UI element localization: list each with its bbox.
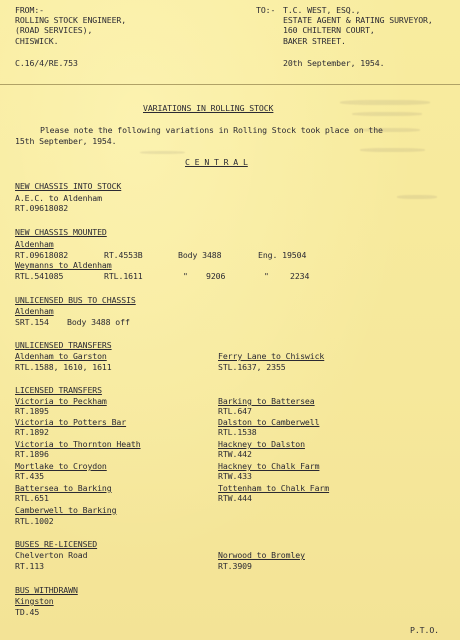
mounted-row2-chassis: RTL.541085	[15, 271, 64, 281]
licensed-right-route-3: Hackney to Dalston	[218, 439, 305, 449]
unlicensed-bus-vehicle: SRT.154	[15, 317, 49, 327]
licensed-right-route-1: Barking to Battersea	[218, 396, 315, 406]
intro-line-2: 15th September, 1954.	[15, 136, 117, 146]
unlicensed-transfer-vehicles-right: STL.1637, 2355	[218, 362, 286, 372]
faint-mark	[397, 195, 437, 199]
licensed-left-route-6: Camberwell to Barking	[15, 505, 117, 515]
relicensed-vehicle-right: RT.3909	[218, 561, 252, 571]
licensed-right-vehicle-1: RTL.647	[218, 406, 252, 416]
intro-line-1: Please note the following variations in Rolling Stock took place on the	[40, 125, 383, 135]
unlicensed-transfer-route-left: Aldenham to Garston	[15, 351, 107, 361]
section-heading-mounted: NEW CHASSIS MOUNTED	[15, 227, 107, 237]
withdrawn-location: Kingston	[15, 596, 54, 606]
to-line-1: T.C. WEST, ESQ.,	[283, 5, 361, 15]
mounted-row2-ditto-1: "	[183, 271, 188, 281]
relicensed-route-left: Chelverton Road	[15, 550, 88, 560]
unlicensed-transfer-route-right: Ferry Lane to Chiswick	[218, 351, 325, 361]
mounted-row1-engine: Eng. 19504	[258, 250, 307, 260]
please-turn-over: P.T.O.	[410, 625, 439, 635]
to-line-4: BAKER STREET.	[283, 36, 346, 46]
licensed-left-vehicle-6: RTL.1002	[15, 516, 54, 526]
relicensed-route-right: Norwood to Bromley	[218, 550, 305, 560]
faint-mark	[360, 128, 420, 132]
new-chassis-route: A.E.C. to Aldenham	[15, 193, 102, 203]
mounted-row1-fleet: RT.4553B	[104, 250, 143, 260]
mounted-row2-ditto-2: "	[264, 271, 269, 281]
section-heading-licensed-transfers: LICENSED TRANSFERS	[15, 385, 102, 395]
letter-date: 20th September, 1954.	[283, 58, 385, 68]
section-heading-new-chassis: NEW CHASSIS INTO STOCK	[15, 181, 122, 191]
mounted-row1-body: Body 3488	[178, 250, 222, 260]
licensed-left-vehicle-1: RT.1895	[15, 406, 49, 416]
licensed-left-route-2: Victoria to Potters Bar	[15, 417, 127, 427]
new-chassis-vehicle: RT.09618082	[15, 203, 69, 213]
licensed-left-route-4: Mortlake to Croydon	[15, 461, 107, 471]
licensed-right-vehicle-2: RTL.1538	[218, 427, 257, 437]
licensed-right-vehicle-4: RTW.433	[218, 471, 252, 481]
licensed-right-vehicle-5: RTW.444	[218, 493, 252, 503]
withdrawn-vehicle: TD.45	[15, 607, 40, 617]
to-line-3: 160 CHILTERN COURT,	[283, 25, 375, 35]
licensed-left-vehicle-3: RT.1896	[15, 449, 49, 459]
licensed-right-vehicle-3: RTW.442	[218, 449, 252, 459]
to-line-2: ESTATE AGENT & RATING SURVEYOR,	[283, 15, 433, 25]
licensed-left-vehicle-5: RTL.651	[15, 493, 49, 503]
from-label: FROM:-	[15, 5, 44, 15]
licensed-left-route-3: Victoria to Thornton Heath	[15, 439, 141, 449]
section-heading-unlicensed-bus: UNLICENSED BUS TO CHASSIS	[15, 295, 136, 305]
licensed-left-route-5: Battersea to Barking	[15, 483, 112, 493]
from-line-2: (ROAD SERVICES),	[15, 25, 93, 35]
faint-mark	[340, 100, 430, 105]
licensed-left-vehicle-2: RT.1892	[15, 427, 49, 437]
mounted-row2-engine: 2234	[290, 271, 310, 281]
section-heading-relicensed: BUSES RE-LICENSED	[15, 539, 98, 549]
to-label: TO:-	[256, 5, 276, 15]
reference-number: C.16/4/RE.753	[15, 58, 78, 68]
relicensed-vehicle-left: RT.113	[15, 561, 44, 571]
faint-mark	[360, 148, 425, 152]
mounted-row2-body: 9206	[206, 271, 226, 281]
mounted-route: Weymanns to Aldenham	[15, 260, 112, 270]
area-heading: C E N T R A L	[185, 157, 248, 167]
from-line-1: ROLLING STOCK ENGINEER,	[15, 15, 127, 25]
from-line-3: CHISWICK.	[15, 36, 59, 46]
unlicensed-transfer-vehicles-left: RTL.1588, 1610, 1611	[15, 362, 112, 372]
document-title: VARIATIONS IN ROLLING STOCK	[143, 103, 274, 113]
mounted-row1-chassis: RT.09618082	[15, 250, 69, 260]
licensed-left-vehicle-4: RT.435	[15, 471, 44, 481]
unlicensed-bus-body: Body 3488 off	[67, 317, 130, 327]
licensed-left-route-1: Victoria to Peckham	[15, 396, 107, 406]
header-fold-line	[0, 84, 460, 85]
licensed-right-route-5: Tottenham to Chalk Farm	[218, 483, 330, 493]
section-heading-unlicensed-transfers: UNLICENSED TRANSFERS	[15, 340, 112, 350]
faint-mark	[140, 151, 185, 154]
licensed-right-route-4: Hackney to Chalk Farm	[218, 461, 320, 471]
mounted-location: Aldenham	[15, 239, 54, 249]
section-heading-withdrawn: BUS WITHDRAWN	[15, 585, 78, 595]
unlicensed-bus-location: Aldenham	[15, 306, 54, 316]
faint-mark	[352, 112, 422, 116]
licensed-right-route-2: Dalston to Camberwell	[218, 417, 320, 427]
mounted-row2-fleet: RTL.1611	[104, 271, 143, 281]
